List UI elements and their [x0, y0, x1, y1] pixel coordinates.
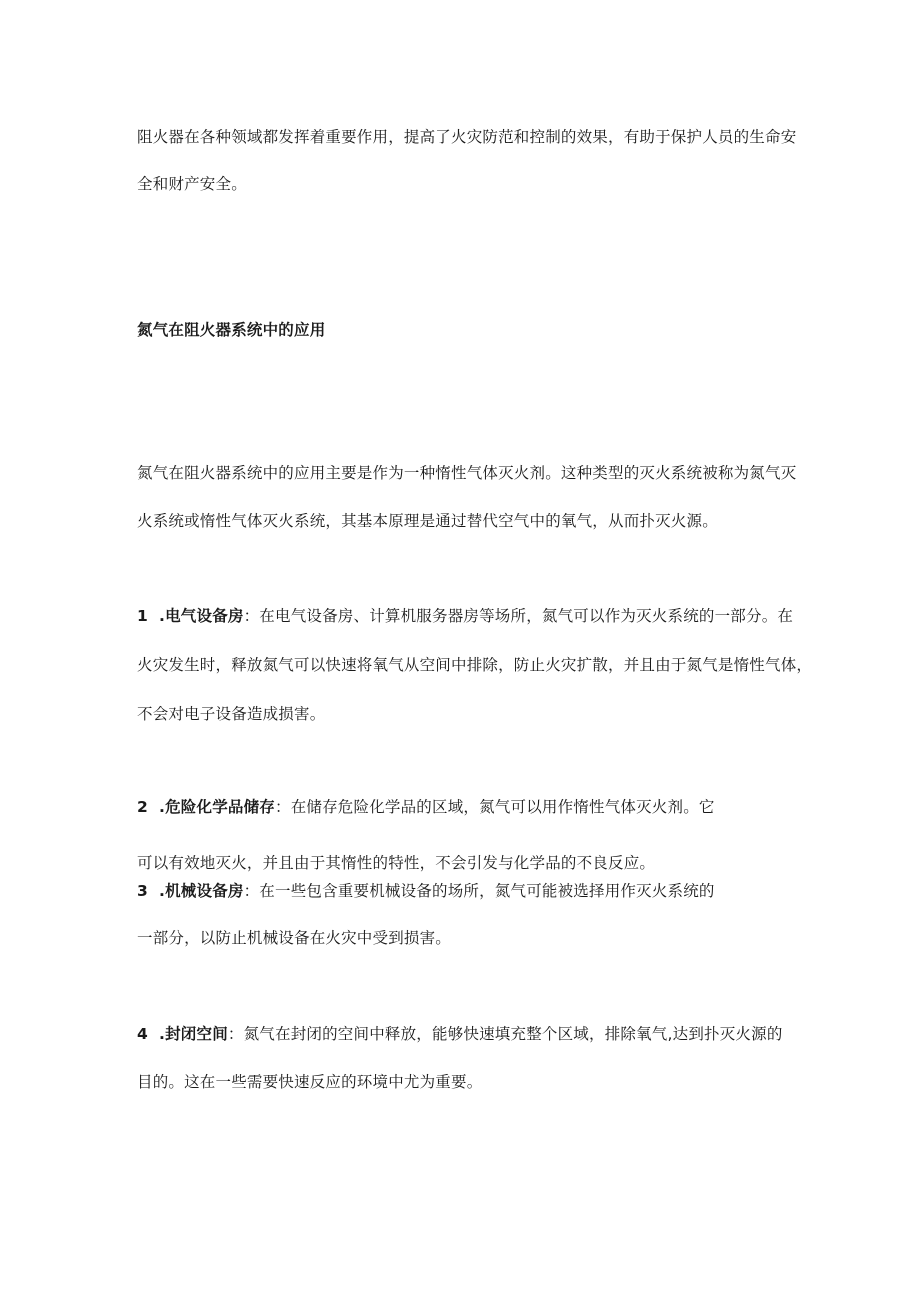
- list-item-number: 4: [137, 1025, 148, 1043]
- section-paragraph-line-2: 火系统或惰性气体灭火系统，其基本原理是通过替代空气中的氧气，从而扑灭火源。: [137, 512, 718, 530]
- list-item-term: .危险化学品储存: [159, 798, 275, 816]
- list-item-number: 3: [137, 882, 148, 900]
- list-item-term: .封闭空间: [159, 1025, 228, 1043]
- list-item-text: ：在一些包含重要机械设备的场所，氮气可能被选择用作灭火系统的: [243, 882, 715, 900]
- list-item-2-line-1: [137, 797, 715, 817]
- section-paragraph-line-1: 氮气在阻火器系统中的应用主要是作为一种惰性气体灭火剂。这种类型的灭火系统被称为氮气灭: [137, 464, 797, 482]
- intro-line-2: 全和财产安全。: [137, 175, 247, 193]
- list-item-4-line-1: [137, 1024, 783, 1044]
- list-item-number: 2: [137, 798, 148, 816]
- list-item-text: ：在电气设备房、计算机服务器房等场所，氮气可以作为灭火系统的一部分。在: [243, 607, 794, 625]
- section-heading: 氮气在阻火器系统中的应用: [137, 321, 326, 339]
- list-item-4-line-2: 目的。这在一些需要快速反应的环境中尤为重要。: [137, 1073, 483, 1091]
- list-item-3-line-2: 一部分，以防止机械设备在火灾中受到损害。: [137, 929, 452, 947]
- list-item-1-line-2: 火灾发生时，释放氮气可以快速将氧气从空间中排除，防止火灾扩散，并且由于氮气是惰性气体，: [137, 656, 813, 674]
- list-item-term: .机械设备房: [159, 882, 244, 900]
- list-item-number: 1: [137, 607, 148, 625]
- list-item-term: .电气设备房: [159, 607, 244, 625]
- list-item-text: ：氮气在封闭的空间中释放，能够快速填充整个区域，排除氧气,达到扑灭火源的: [227, 1025, 783, 1043]
- list-item-1-line-1: [137, 606, 793, 626]
- list-item-2-line-2: 可以有效地灭火，并且由于其惰性的特性，不会引发与化学品的不良反应。: [137, 854, 656, 872]
- list-item-1-line-3: 不会对电子设备造成损害。: [137, 705, 326, 723]
- list-item-text: ：在储存危险化学品的区域，氮气可以用作惰性气体灭火剂。它: [275, 798, 715, 816]
- intro-line-1: 阻火器在各种领域都发挥着重要作用，提高了火灾防范和控制的效果，有助于保护人员的生命安: [137, 128, 797, 146]
- list-item-3-line-1: [137, 881, 715, 901]
